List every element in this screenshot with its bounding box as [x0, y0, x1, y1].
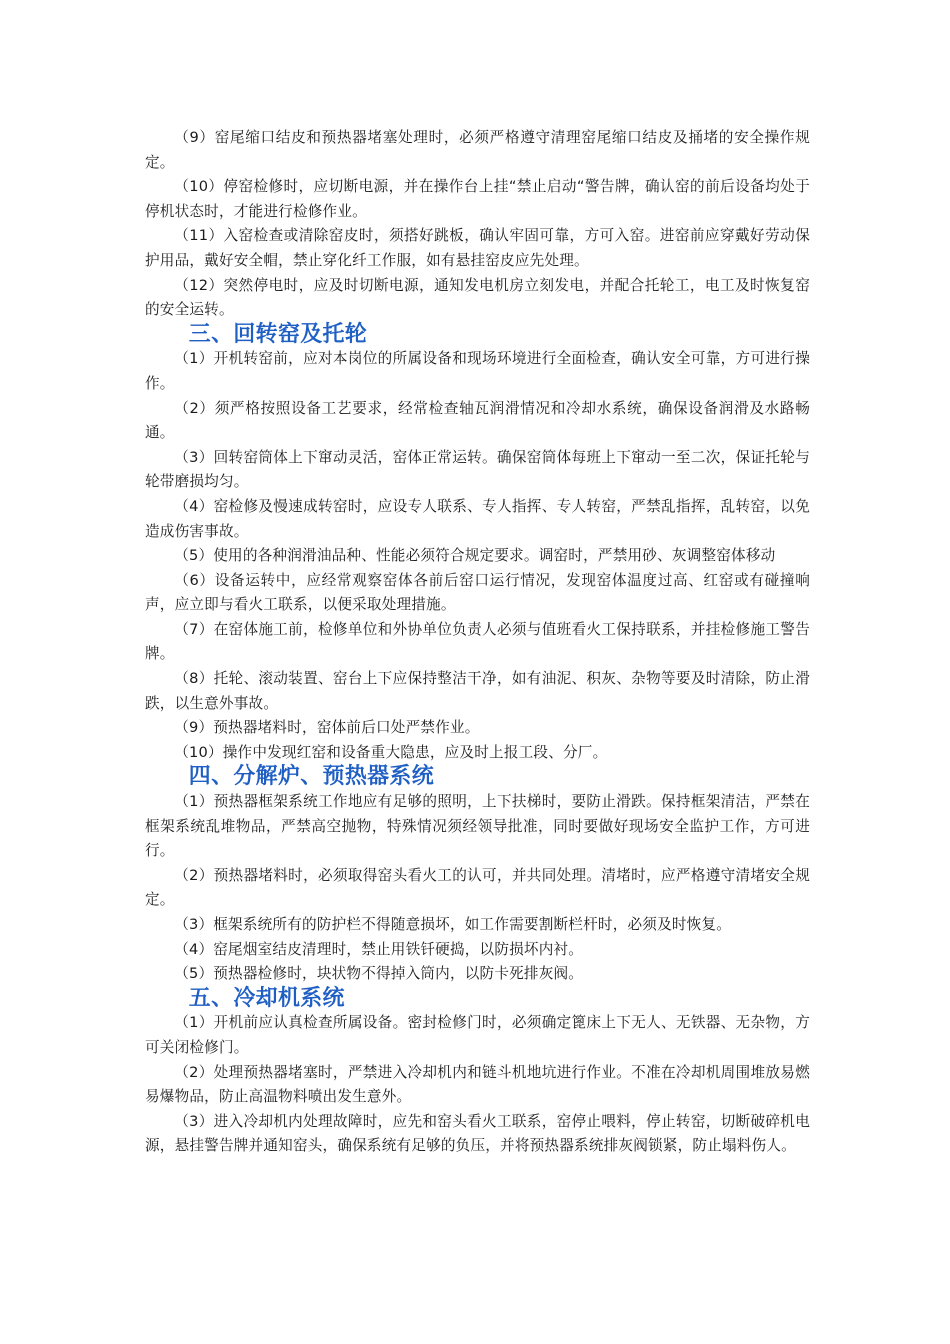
paragraph: （1）预热器框架系统工作地应有足够的照明，上下扶梯时，要防止滑跌。保持框架清洁，严禁在框架系统乱堆物品，严禁高空抛物，特殊情况须经领导批准，同时要做好现场安全监护工作，方可进行。	[145, 793, 810, 860]
paragraph: （6）设备运转中，应经常观察窑体各前后窑口运行情况，发现窑体温度过高、红窑或有碰撞响声，应立即与看火工联系，以便采取处理措施。	[145, 571, 810, 614]
document-body	[145, 126, 810, 1159]
paragraph: （5）预热器检修时，块状物不得掉入筒内，以防卡死排灰阀。	[174, 965, 584, 983]
paragraph: （4）窑尾烟室结皮清理时，禁止用铁钎硬捣，以防损坏内衬。	[174, 940, 584, 958]
paragraph: （10）停窑检修时，应切断电源，并在操作台上挂“禁止启动“警告牌，确认窑的前后设备均处于停机状态时，才能进行检修作业。	[145, 178, 810, 220]
paragraph: （3）回转窑筒体上下窜动灵活，窑体正常运转。确保窑筒体每班上下窜动一至二次，保证托轮与轮带磨损均匀。	[145, 448, 810, 491]
paragraph: （3）框架系统所有的防护栏不得随意损坏，如工作需要割断栏杆时，必须及时恢复。	[174, 916, 732, 933]
paragraph: （9）窑尾缩口结皮和预热器堵塞处理时，必须严格遵守清理窑尾缩口结皮及捅堵的安全操作规定。	[145, 129, 810, 171]
paragraph: （2）预热器堵料时，必须取得窑头看火工的认可，并共同处理。清堵时，应严格遵守清堵安全规定。	[145, 866, 810, 909]
paragraph: （7）在窑体施工前，检修单位和外协单位负责人必须与值班看火工保持联系，并挂检修施工警告牌。	[145, 620, 810, 663]
paragraph: （10）操作中发现红窑和设备重大隐患，应及时上报工段、分厂。	[174, 743, 608, 761]
paragraph: （8）托轮、滚动装置、窑台上下应保持整洁干净，如有油泥、积灰、杂物等要及时清除，防止滑跌，以生意外事故。	[145, 670, 810, 712]
paragraph: （3）进入冷却机内处理故障时，应先和窑头看火工联系，窑停止喂料，停止转窑，切断破碎机电源，悬挂警告牌并通知窑头，确保系统有足够的负压，并将预热器系统排灰阀锁紧，防止塌料伤人。	[145, 1112, 810, 1155]
paragraph: （1）开机转窑前，应对本岗位的所属设备和现场环境进行全面检查，确认安全可靠，方可进行操作。	[145, 350, 810, 392]
paragraph: （5）使用的各种润滑油品种、性能必须符合规定要求。调窑时，严禁用砂、灰调整窑体移动	[174, 547, 776, 565]
paragraph: （9）预热器堵料时，窑体前后口处严禁作业。	[174, 719, 480, 737]
paragraph: （2）处理预热器堵塞时，严禁进入冷却机内和链斗机地坑进行作业。不准在冷却机周围堆放易燃易爆物品，防止高温物料喷出发生意外。	[145, 1063, 810, 1106]
paragraph: （12）突然停电时，应及时切断电源，通知发电机房立刻发电，并配合托轮工，电工及时恢复窑的安全运转。	[145, 276, 810, 319]
paragraph: （2）须严格按照设备工艺要求，经常检查轴瓦润滑情况和冷却水系统，确保设备润滑及水路畅通。	[145, 399, 810, 442]
section-heading: 三、回转窑及托轮	[188, 321, 368, 347]
paragraph: （4）窑检修及慢速成转窑时，应设专人联系、专人指挥、专人转窑，严禁乱指挥，乱转窑，以免造成伤害事故。	[145, 497, 810, 540]
paragraph: （11）入窑检查或清除窑皮时，须搭好跳板，确认牢固可靠，方可入窑。进窑前应穿戴好劳动保护用品，戴好安全帽，禁止穿化纤工作服，如有悬挂窑皮应先处理。	[145, 227, 810, 269]
section-heading: 四、分解炉、预热器系统	[188, 764, 434, 790]
section-heading: 五、冷却机系统	[188, 985, 345, 1011]
paragraph: （1）开机前应认真检查所属设备。密封检修门时，必须确定篦床上下无人、无铁器、无杂物，方可关闭检修门。	[145, 1014, 810, 1056]
